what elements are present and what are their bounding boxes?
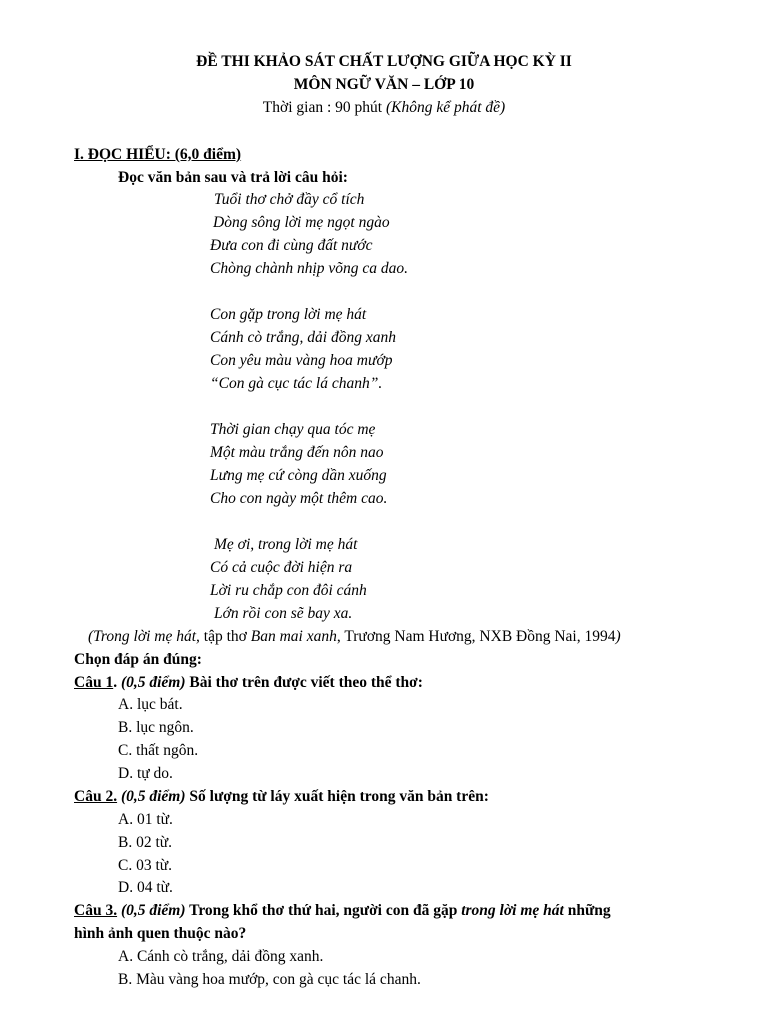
question-1: Câu 1. (0,5 điểm) Bài thơ trên được viết theo thể thơ:	[74, 674, 423, 691]
answer-option: D. tự do.	[118, 765, 173, 782]
poem-line: Lời ru chắp con đôi cánh	[210, 582, 367, 599]
answer-option: A. 01 từ.	[118, 811, 173, 828]
poem-line: Tuổi thơ chở đầy cổ tích	[214, 191, 365, 208]
poem-line: Một màu trắng đến nôn nao	[210, 444, 384, 461]
question-number: Câu 3.	[74, 902, 118, 919]
answer-option: B. lục ngôn.	[118, 719, 194, 736]
answer-option: A. Cánh cò trắng, dải đồng xanh.	[118, 948, 324, 965]
question-text: Số lượng từ láy xuất hiện trong văn bản trên:	[185, 788, 489, 805]
question-number: Câu 2.	[74, 788, 118, 805]
poem-line: Cho con ngày một thêm cao.	[210, 490, 388, 507]
choose-label: Chọn đáp án đúng:	[74, 651, 202, 668]
poem-line: Chòng chành nhịp võng ca dao.	[210, 260, 409, 277]
exam-time	[0, 96, 768, 119]
question-points: (0,5 điểm)	[117, 902, 186, 919]
answer-option: B. Màu vàng hoa mướp, con gà cục tác lá chanh.	[118, 971, 421, 988]
question-points: (0,5 điểm)	[120, 674, 186, 691]
section-heading: I. ĐỌC HIỂU: (6,0 điểm)	[74, 146, 242, 163]
poem-line: Lớn rồi con sẽ bay xa.	[214, 605, 353, 622]
question-3: Câu 3. (0,5 điểm) Trong khổ thơ thứ hai, người con đã gặp trong lời mẹ hát những	[74, 902, 611, 919]
question-points: (0,5 điểm)	[117, 788, 186, 805]
question-2	[74, 786, 489, 808]
poem-source: (Trong lời mẹ hát, tập thơ Ban mai xanh, Trương Nam Hương, NXB Đồng Nai, 1994)	[88, 628, 621, 645]
poem-line: Dòng sông lời mẹ ngọt ngào	[213, 214, 390, 231]
section-instruction: Đọc văn bản sau và trả lời câu hỏi:	[118, 169, 348, 186]
source-collection: Ban mai xanh	[250, 628, 337, 645]
exam-time-note: (Không kể phát đề)	[385, 99, 506, 116]
poem-line: Lưng mẹ cứ còng dần xuống	[210, 467, 387, 484]
exam-time-label: Thời gian : 90 phút	[262, 99, 386, 116]
poem-line: “Con gà cục tác lá chanh”.	[210, 375, 383, 392]
question-text-continued: hình ảnh quen thuộc nào?	[74, 925, 247, 942]
poem-line: Đưa con đi cùng đất nước	[210, 237, 373, 254]
exam-header	[0, 50, 768, 119]
poem-line: Có cả cuộc đời hiện ra	[210, 559, 353, 576]
exam-title: ĐỀ THI KHẢO SÁT CHẤT LƯỢNG GIỮA HỌC KỲ II	[196, 53, 572, 70]
answer-option: A. lục bát.	[118, 696, 183, 713]
question-number: Câu 1	[74, 674, 114, 691]
source-work: Trong lời mẹ hát,	[93, 628, 200, 645]
exam-subject: MÔN NGỮ VĂN – LỚP 10	[293, 76, 475, 93]
question-text: Bài thơ trên được viết theo thể thơ:	[185, 674, 423, 691]
answer-option: D. 04 từ.	[118, 879, 173, 896]
poem-line: Cánh cò trắng, dải đồng xanh	[210, 329, 396, 346]
poem-line: Mẹ ơi, trong lời mẹ hát	[214, 536, 358, 553]
question-text: Trong khổ thơ thứ hai, người con đã gặp	[185, 902, 462, 919]
answer-option: C. thất ngôn.	[118, 742, 199, 759]
poem-line: Con gặp trong lời mẹ hát	[210, 306, 367, 323]
answer-option: C. 03 từ.	[118, 857, 173, 874]
poem-line: Con yêu màu vàng hoa mướp	[210, 352, 393, 369]
question-text-italic: trong lời mẹ hát	[461, 902, 564, 919]
answer-option: B. 02 từ.	[118, 834, 173, 851]
poem-line: Thời gian chạy qua tóc mẹ	[210, 421, 376, 438]
